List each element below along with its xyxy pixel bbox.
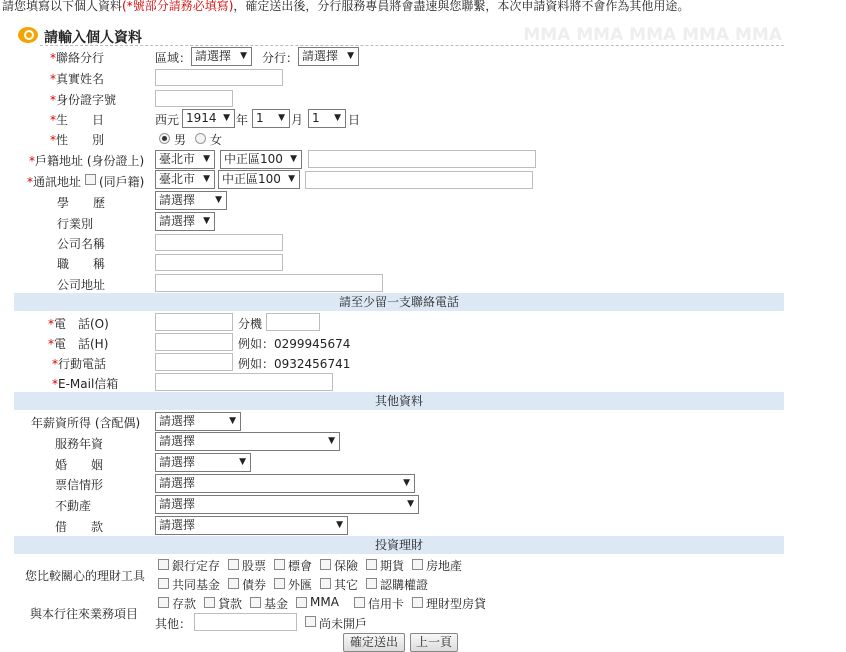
br1-option-label: 信用卡 — [368, 597, 405, 611]
check-status-label: 票信情形 — [55, 478, 104, 492]
education-label: 學 歷 — [57, 196, 106, 210]
ir2-option-label: 其它 — [334, 578, 359, 592]
chevron-down-icon: ▼ — [240, 51, 247, 61]
year-unit: 年 — [236, 113, 249, 127]
home-phone-input[interactable] — [155, 333, 233, 351]
gender-female-label: 女 — [210, 133, 223, 147]
branch-select-label: 分行： — [262, 51, 299, 65]
br1-option-label: MMA — [310, 595, 339, 609]
ir1-option-label: 銀行定存 — [172, 559, 221, 573]
br1-checkbox[interactable] — [250, 597, 261, 608]
ir2-option-label: 共同基金 — [172, 578, 221, 592]
br1-option-label: 存款 — [172, 597, 197, 611]
ir1-option-label: 標會 — [288, 559, 313, 573]
loan-select[interactable]: 請選擇 ▼ — [155, 516, 348, 535]
marriage-label: 婚 姻 — [55, 458, 104, 472]
mobile-phone-input[interactable] — [155, 353, 233, 371]
birth-month-select[interactable]: 1 ▼ — [252, 109, 290, 128]
header-watermark: MMA MMA MMA MMA MMA — [523, 25, 782, 45]
birth-label: *生 日 — [50, 113, 105, 127]
interest-label: 您比較關心的理財工具 — [25, 569, 146, 583]
br1-option-label: 理財型房貸 — [426, 597, 487, 611]
other-business-input[interactable] — [194, 613, 297, 631]
gender-male-label: 男 — [174, 133, 187, 147]
reg-address-label: *戶籍地址 (身份證上) — [29, 154, 145, 168]
intro-required-note: (*號部分請務必填寫) — [122, 0, 234, 13]
interest-row-1 — [158, 557, 558, 575]
mobile-phone-label: *行動電話 — [52, 357, 107, 371]
other-business-label: 其他： — [155, 617, 192, 631]
other-section-header: 其他資料 — [14, 392, 784, 410]
submit-button[interactable]: 確定送出 — [343, 633, 405, 652]
br1-checkbox[interactable] — [204, 597, 215, 608]
loan-label: 借 款 — [55, 520, 104, 534]
invest-section-header: 投資理財 — [14, 536, 784, 554]
ir1-checkbox[interactable] — [158, 559, 169, 570]
br1-checkbox[interactable] — [412, 597, 423, 608]
job-title-input[interactable] — [155, 254, 283, 271]
back-button[interactable]: 上一頁 — [410, 633, 458, 652]
reg-city-select[interactable]: 臺北市 ▼ — [155, 150, 215, 169]
ir1-option-label: 保險 — [334, 559, 359, 573]
chevron-down-icon: ▼ — [223, 113, 230, 123]
ir2-checkbox[interactable] — [158, 578, 169, 589]
chevron-down-icon: ▼ — [407, 499, 414, 509]
chevron-down-icon: ▼ — [334, 113, 341, 123]
mail-address-label: *通訊地址 — [27, 175, 82, 189]
email-input[interactable] — [155, 373, 333, 391]
mail-address-input[interactable] — [305, 171, 533, 189]
email-label: *E-Mail信箱 — [52, 377, 119, 391]
chevron-down-icon: ▼ — [347, 51, 354, 61]
name-label: *真實姓名 — [50, 72, 105, 86]
chevron-down-icon: ▼ — [203, 216, 210, 226]
id-label: *身份證字號 — [50, 93, 117, 107]
education-select[interactable]: 請選擇 ▼ — [155, 191, 227, 210]
region-label: 區域： — [155, 51, 192, 65]
ir2-checkbox[interactable] — [228, 578, 239, 589]
br1-checkbox[interactable] — [354, 597, 365, 608]
chevron-down-icon: ▼ — [288, 174, 295, 184]
branch-label: *聯絡分行 — [50, 51, 105, 65]
office-phone-input[interactable] — [155, 313, 233, 331]
region-select[interactable]: 請選擇 ▼ — [191, 47, 252, 66]
check-status-select[interactable]: 請選擇 ▼ — [155, 474, 415, 493]
company-address-input[interactable] — [155, 274, 383, 292]
chevron-down-icon: ▼ — [229, 416, 236, 426]
industry-select[interactable]: 請選擇 ▼ — [155, 212, 215, 231]
marriage-select[interactable]: 請選擇 ▼ — [155, 453, 251, 472]
no-account-checkbox[interactable] — [305, 616, 316, 627]
income-select[interactable]: 請選擇 ▼ — [155, 412, 241, 431]
job-title-label: 職 稱 — [57, 257, 106, 271]
mail-district-select[interactable]: 中正區100 ▼ — [218, 170, 300, 189]
mobile-phone-example: 例如：0932456741 — [238, 357, 351, 371]
logo-icon — [16, 25, 42, 45]
interest-row-2 — [158, 576, 558, 594]
home-phone-label: *電 話(H) — [48, 337, 109, 351]
header-divider — [40, 45, 784, 46]
service-years-label: 服務年資 — [55, 437, 104, 451]
ir2-option-label: 外匯 — [288, 578, 313, 592]
company-input[interactable] — [155, 234, 283, 251]
id-input[interactable] — [155, 90, 233, 107]
ir1-checkbox[interactable] — [274, 559, 285, 570]
br1-checkbox[interactable] — [158, 597, 169, 608]
phone-section-header: 請至少留一支聯絡電話 — [14, 293, 784, 311]
gender-female-radio[interactable] — [195, 133, 206, 144]
chevron-down-icon: ▼ — [336, 520, 343, 530]
company-label: 公司名稱 — [57, 237, 106, 251]
ir1-option-label: 房地產 — [426, 559, 463, 573]
chevron-down-icon: ▼ — [203, 154, 210, 164]
name-input[interactable] — [155, 69, 283, 86]
same-as-reg-checkbox[interactable] — [85, 174, 96, 185]
gender-label: *性 別 — [50, 133, 105, 147]
business-label: 與本行往來業務項目 — [30, 607, 139, 621]
ir1-checkbox[interactable] — [412, 559, 423, 570]
page-title: 請輸入個人資料 — [44, 30, 142, 46]
reg-address-input[interactable] — [308, 150, 536, 168]
birth-year-select[interactable]: 1914 ▼ — [182, 109, 235, 128]
era-label: 西元 — [155, 113, 180, 127]
extension-label: 分機 — [238, 317, 263, 331]
chevron-down-icon: ▼ — [278, 113, 285, 123]
no-account-label: 尚未開戶 — [319, 617, 368, 631]
industry-label: 行業別 — [57, 217, 94, 231]
section-header — [14, 24, 784, 46]
chevron-down-icon: ▼ — [215, 195, 222, 205]
intro-before: 請您填寫以下個人資料 — [2, 0, 123, 13]
br1-option-label: 基金 — [264, 597, 289, 611]
ir1-option-label: 股票 — [242, 559, 267, 573]
office-phone-label: *電 話(O) — [48, 317, 109, 331]
real-estate-select[interactable]: 請選擇 ▼ — [155, 495, 419, 514]
reg-district-select[interactable]: 中正區100 ▼ — [220, 150, 302, 169]
ir1-checkbox[interactable] — [228, 559, 239, 570]
month-unit: 月 — [291, 113, 304, 127]
ir2-checkbox[interactable] — [274, 578, 285, 589]
service-years-select[interactable]: 請選擇 ▼ — [155, 432, 340, 451]
ir2-option-label: 債券 — [242, 578, 267, 592]
birth-day-select[interactable]: 1 ▼ — [308, 109, 346, 128]
day-unit: 日 — [348, 113, 361, 127]
ir1-option-label: 期貨 — [380, 559, 405, 573]
same-as-reg-label: (同戶籍) — [99, 175, 145, 189]
ir2-option-label: 認購權證 — [380, 578, 429, 592]
home-phone-example: 例如：0299945674 — [238, 337, 351, 351]
ir1-checkbox[interactable] — [366, 559, 377, 570]
br1-checkbox[interactable] — [296, 597, 307, 608]
business-row — [158, 595, 558, 613]
gender-male-radio[interactable] — [159, 133, 170, 144]
real-estate-label: 不動產 — [55, 499, 92, 513]
branch-select[interactable]: 請選擇 ▼ — [298, 47, 359, 66]
ir2-checkbox[interactable] — [320, 578, 331, 589]
intro-after: ，確定送出後，分行服務專員將會盡速與您聯繫，本次申請資料將不會作為其他用途。 — [233, 0, 690, 13]
chevron-down-icon: ▼ — [239, 457, 246, 467]
br1-option-label: 貸款 — [218, 597, 243, 611]
chevron-down-icon: ▼ — [328, 436, 335, 446]
ir2-checkbox[interactable] — [366, 578, 377, 589]
mail-city-select[interactable]: 臺北市 ▼ — [155, 170, 215, 189]
intro-text — [2, 0, 689, 14]
chevron-down-icon: ▼ — [290, 154, 297, 164]
extension-input[interactable] — [266, 313, 320, 331]
company-address-label: 公司地址 — [57, 278, 106, 292]
income-label: 年薪資所得 (含配偶) — [31, 416, 141, 430]
ir1-checkbox[interactable] — [320, 559, 331, 570]
chevron-down-icon: ▼ — [203, 174, 210, 184]
chevron-down-icon: ▼ — [403, 478, 410, 488]
